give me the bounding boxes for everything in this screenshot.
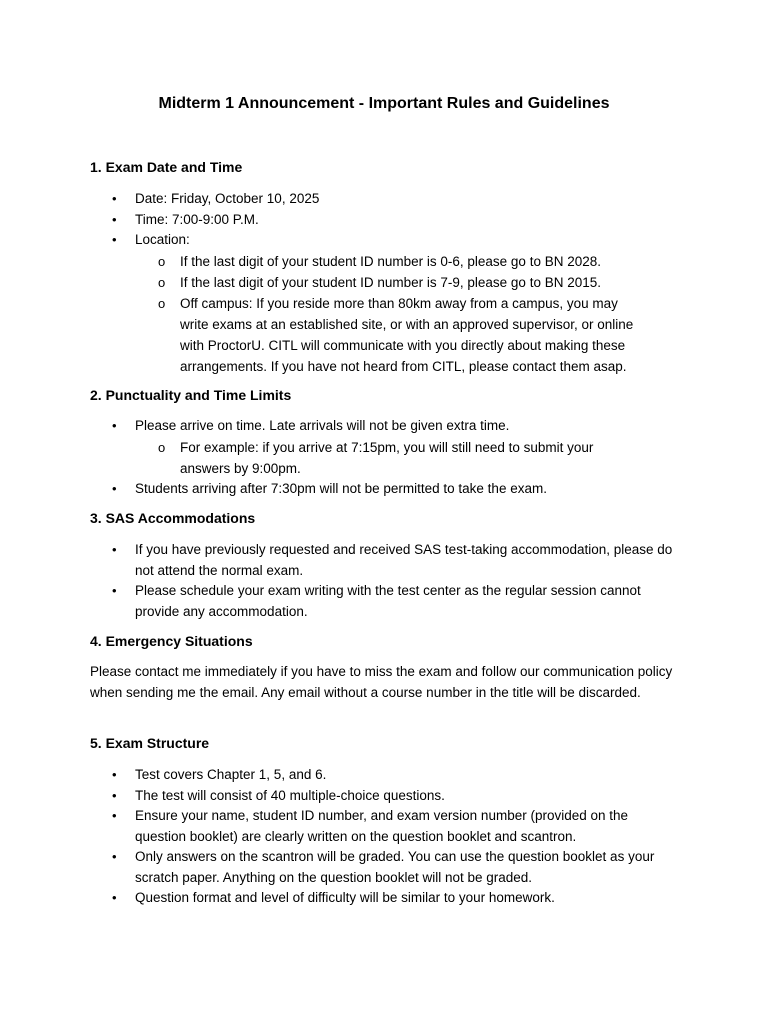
sub-bullet-icon: o — [158, 274, 166, 290]
punctuality-sublist — [135, 437, 680, 479]
list-item-sas-schedule: • Please schedule your exam writing with the test center as the regular session cannot provide any accommodation. — [112, 583, 641, 619]
sublist-item-location-b: o If the last digit of your student ID number is 7-9, please go to BN 2015. — [135, 272, 635, 293]
list-item-late-arrival: • Students arriving after 7:30pm will not be permitted to take the exam. — [0, 479, 680, 500]
list-item-question-format: • Question format and level of difficulty will be similar to your homework. — [0, 888, 680, 909]
section-heading-punctuality: 2. Punctuality and Time Limits — [90, 387, 292, 403]
bullet-icon: • — [112, 232, 117, 247]
sas-list — [0, 540, 768, 622]
sub-bullet-icon: o — [158, 295, 166, 311]
bullet-icon: • — [112, 418, 117, 433]
sublist-item-example: o For example: if you arrive at 7:15pm, you will still need to submit your answers by 9:00pm. — [135, 437, 635, 479]
list-item-location: • Location: o If the last digit of your student ID number is 0-6, please go to BN 2028. o If the last digit of your student ID number is 7-9, please go to BN 2015. o Off campus: If you reside more than 80km away from a campus, you may write exams at an established site, or with an approved supervisor, or online with ProctorU. CITL will communicate with you directly about making these arrangements. If you have not heard from CITL, please contact them asap. — [0, 230, 680, 377]
list-item-time: • Time: 7:00-9:00 P.M. — [0, 210, 680, 231]
sublist-item-location-off-campus: o Off campus: If you reside more than 80km away from a campus, you may write exams at an established site, or with an approved supervisor, or online with ProctorU. CITL will communicate with you directly about making these arrangements. If you have not heard from CITL, please contact them asap. — [135, 293, 635, 377]
section-heading-exam-structure: 5. Exam Structure — [90, 735, 210, 751]
bullet-icon: • — [112, 890, 117, 905]
bullet-icon: • — [112, 583, 117, 598]
exam-structure-list — [0, 765, 768, 909]
list-item-date: • Date: Friday, October 10, 2025 — [0, 189, 680, 210]
bullet-icon: • — [112, 480, 117, 496]
bullet-icon: • — [112, 787, 117, 803]
list-item-question-count: • The test will consist of 40 multiple-choice questions. — [0, 786, 680, 807]
sublist-item-location-a: o If the last digit of your student ID number is 0-6, please go to BN 2028. — [135, 251, 635, 272]
emergency-paragraph: Please contact me immediately if you have to miss the exam and follow our communication policy when sending me the email. Any email without a course number in the title will be discarded. — [90, 664, 673, 700]
list-item-arrive-on-time: • Please arrive on time. Late arrivals will not be given extra time. o For example: if you arrive at 7:15pm, you will still need to submit your answers by 9:00pm. — [0, 416, 680, 479]
section-heading-emergency: 4. Emergency Situations — [90, 633, 253, 649]
list-item-identification: • Ensure your name, student ID number, and exam version number (provided on the question booklet) are clearly written on the question booklet and scantron. — [112, 808, 629, 844]
bullet-icon: • — [112, 211, 117, 227]
section-heading-sas: 3. SAS Accommodations — [90, 510, 256, 526]
exam-date-time-list — [0, 189, 768, 377]
bullet-icon: • — [112, 542, 117, 557]
section-heading-exam-date-time: 1. Exam Date and Time — [90, 159, 243, 175]
sub-bullet-icon: o — [158, 253, 166, 269]
bullet-icon: • — [112, 191, 117, 206]
location-sublist — [135, 251, 680, 377]
bullet-icon: • — [112, 808, 117, 823]
list-item-scantron-grading: • Only answers on the scantron will be graded. You can use the question booklet as your scratch paper. Anything on the question booklet will not be graded. — [112, 849, 655, 885]
bullet-icon: • — [112, 849, 117, 864]
page-title: Midterm 1 Announcement - Important Rules and Guidelines — [158, 95, 610, 112]
punctuality-list — [0, 416, 768, 499]
bullet-icon: • — [112, 767, 117, 782]
sub-bullet-icon: o — [158, 439, 166, 455]
list-item-sas-requested: • If you have previously requested and received SAS test-taking accommodation, please do not attend the normal exam. — [112, 542, 673, 578]
list-item-chapters: • Test covers Chapter 1, 5, and 6. — [0, 765, 680, 786]
